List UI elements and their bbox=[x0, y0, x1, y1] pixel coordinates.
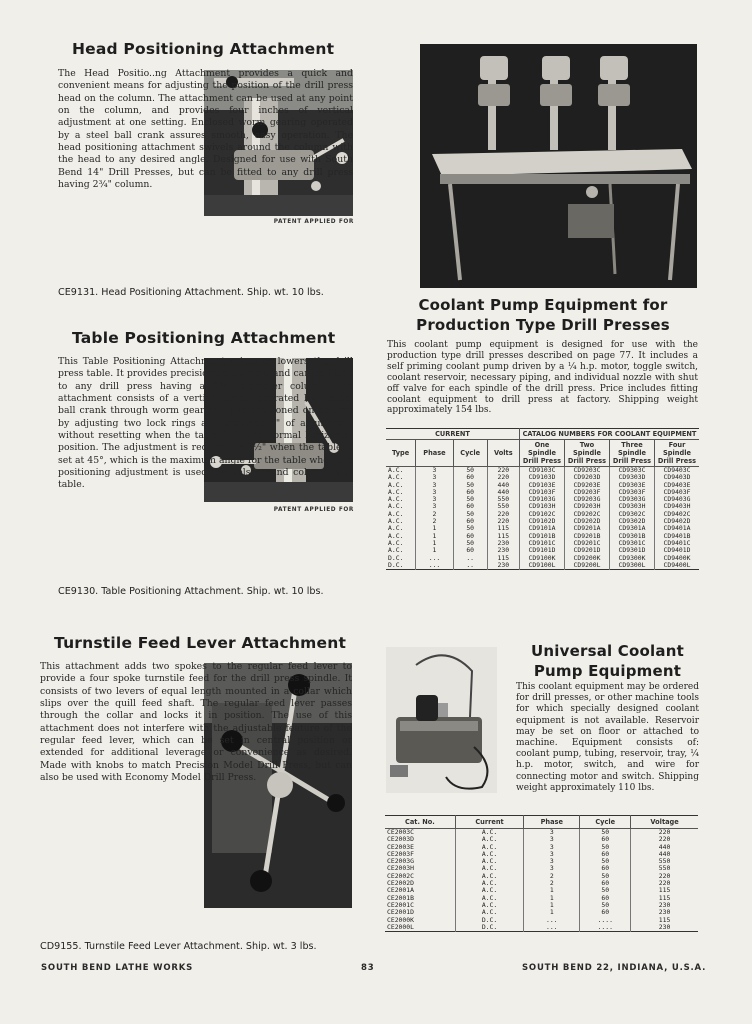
col-four-spindle: Four Spindle Drill Press bbox=[657, 441, 697, 465]
table-cell: CE2001A bbox=[385, 887, 455, 894]
table-cell: 3 bbox=[524, 865, 580, 872]
table-cell: CD9302D bbox=[610, 518, 655, 525]
table-cell: A.C. bbox=[386, 474, 416, 481]
table-cell: 50 bbox=[580, 887, 631, 894]
table-cell: CE2002C bbox=[385, 873, 455, 880]
table-cell: 60 bbox=[453, 533, 487, 540]
col-three-spindle: Three Spindle Drill Press bbox=[610, 440, 655, 467]
table-cell: 230 bbox=[658, 900, 671, 909]
table-cell: CD9403C bbox=[663, 466, 691, 474]
table-cell: 1 bbox=[416, 533, 453, 540]
table-cell: 60 bbox=[580, 909, 631, 916]
table-cell: D.C. bbox=[386, 555, 416, 562]
table-cell: CE2003C bbox=[385, 829, 455, 837]
turnstile-text: This attachment adds two spokes to the regular feed lever to provide a four spoke turnstile feed for the drill press spindle. It consists of two levers of equal length mounted in a collar which slips over the quill feed shaft. The regular feed lever passes through the collar and locks it in position. The use of this attachment does not interfere with the adjustable feature of the regular feed lever, which can be set in central position or extended for additional leverage or convenience as desired. Made with knobs to match Precision Model Drill Press, but can also be used with Economy Model Drill Press. bbox=[40, 661, 352, 784]
table-cell: 50 bbox=[453, 540, 487, 547]
table-cell: 115 bbox=[487, 533, 519, 540]
universal-table-wrap bbox=[385, 815, 698, 932]
table-cell: CD9301B bbox=[610, 533, 655, 540]
table-cell: CD9201B bbox=[565, 533, 610, 540]
table-cell: A.C. bbox=[386, 525, 416, 532]
table-cell: 1 bbox=[416, 540, 453, 547]
table-cell: CE2000L bbox=[385, 924, 455, 932]
head-positioning-description bbox=[58, 68, 353, 191]
universal-coolant-row bbox=[385, 909, 698, 916]
table-cell: ... bbox=[524, 917, 580, 924]
table-cell: 2 bbox=[416, 511, 453, 518]
table-cell: CD9403D bbox=[663, 473, 691, 482]
table-cell: 115 bbox=[658, 886, 671, 895]
table-cell: A.C. bbox=[386, 518, 416, 525]
universal-coolant-photo bbox=[386, 647, 497, 793]
table-cell: 3 bbox=[524, 858, 580, 865]
table-cell: A.C. bbox=[386, 533, 416, 540]
table-cell: 1 bbox=[416, 525, 453, 532]
universal-coolant-row bbox=[385, 844, 698, 851]
table-cell: 550 bbox=[658, 857, 671, 866]
table-cell: 1 bbox=[524, 895, 580, 902]
table-cell: 220 bbox=[487, 518, 519, 525]
table-cell: A.C. bbox=[455, 895, 523, 902]
table-cell: 3 bbox=[416, 482, 453, 489]
table-cell: CD9403F bbox=[663, 487, 691, 496]
table-cell: CE2001D bbox=[385, 909, 455, 916]
table-cell: CD9203H bbox=[565, 503, 610, 510]
table-positioning-text: This Table Positioning Attachment raises or lowers the drill press table. It provides precision adjustment and can be fitted to any drill press having a 2¾" diameter column. The attachment consists of a vertical screw operated by a steel ball crank through worm gearing. It is positioned on column by adjusting two lock rings and provides 4" of adjustment without resetting when the table is in the normal horizontal position. The adjustment is reduced to 3½" when the table is set at 45°, which is the maximum angle for the table when the positioning adjustment is used. Swivels around column with table. bbox=[58, 356, 353, 491]
table-cell: A.C. bbox=[386, 547, 416, 554]
table-cell: 3 bbox=[524, 844, 580, 851]
table-cell: CD9201C bbox=[565, 540, 610, 547]
table-cell: CD9102D bbox=[520, 518, 565, 525]
table-cell: CD9100L bbox=[520, 562, 565, 570]
table-cell: 230 bbox=[487, 562, 519, 570]
table-cell: CE2000K bbox=[385, 917, 455, 924]
table-cell: CD9200L bbox=[565, 562, 610, 570]
table-cell: CD9400L bbox=[663, 560, 691, 569]
table-cell: 60 bbox=[580, 851, 631, 858]
page-number: 83 bbox=[361, 963, 375, 973]
table-cell: A.C. bbox=[455, 858, 523, 865]
coolant-production-row bbox=[386, 562, 699, 570]
table-cell: CE2003D bbox=[385, 836, 455, 843]
table-cell: CD9303C bbox=[610, 467, 655, 475]
turnstile-title: Turnstile Feed Lever Attachment bbox=[54, 634, 347, 652]
table-cell: CE2001B bbox=[385, 895, 455, 902]
table-cell: CD9301A bbox=[610, 525, 655, 532]
table-cell: CD9103H bbox=[520, 503, 565, 510]
table-cell: A.C. bbox=[455, 902, 523, 909]
table-cell: 50 bbox=[580, 844, 631, 851]
universal-coolant-title-line1: Universal Coolant bbox=[531, 642, 684, 660]
table-cell: .. bbox=[453, 562, 487, 570]
universal-coolant-table bbox=[385, 815, 698, 932]
col-cat-no: Cat. No. bbox=[385, 816, 455, 829]
head-patent-label: PATENT APPLIED FOR bbox=[273, 219, 354, 225]
col-current: Current bbox=[455, 816, 523, 829]
universal-coolant-row bbox=[385, 887, 698, 894]
table-cell: CD9103D bbox=[520, 474, 565, 481]
table-cell: 220 bbox=[658, 828, 671, 836]
universal-coolant-row bbox=[385, 865, 698, 872]
coolant-production-table-body bbox=[386, 467, 699, 570]
table-cell: CD9300K bbox=[610, 555, 655, 562]
table-cell: 440 bbox=[487, 489, 519, 496]
table-cell: CD9301D bbox=[610, 547, 655, 554]
table-cell: 60 bbox=[453, 503, 487, 510]
universal-coolant-row bbox=[385, 851, 698, 858]
universal-coolant-row bbox=[385, 836, 698, 843]
table-cell: CD9102C bbox=[520, 511, 565, 518]
table-cell: CD9203E bbox=[565, 482, 610, 489]
table-cell: 1 bbox=[524, 902, 580, 909]
table-cell: 60 bbox=[453, 474, 487, 481]
universal-coolant-row bbox=[385, 917, 698, 924]
table-cell: CD9202D bbox=[565, 518, 610, 525]
table-cell: CE2003F bbox=[385, 851, 455, 858]
table-cell: 1 bbox=[524, 909, 580, 916]
table-cell: 220 bbox=[658, 835, 671, 844]
table-cell: 550 bbox=[658, 864, 671, 873]
footer-publisher: SOUTH BEND LATHE WORKS bbox=[41, 963, 194, 973]
table-cell: 50 bbox=[453, 511, 487, 518]
table-cell: 50 bbox=[453, 467, 487, 475]
table-cell: 3 bbox=[416, 489, 453, 496]
table-cell: CD9303D bbox=[610, 474, 655, 481]
coolant-production-table bbox=[386, 428, 699, 570]
table-cell: CD9402C bbox=[663, 509, 691, 518]
universal-coolant-row bbox=[385, 873, 698, 880]
table-cell: CD9100K bbox=[520, 555, 565, 562]
col-phase: Phase bbox=[416, 440, 453, 467]
table-cell: CD9101A bbox=[520, 525, 565, 532]
table-cell: A.C. bbox=[455, 873, 523, 880]
table-cell: CD9402D bbox=[663, 517, 691, 526]
table-cell: D.C. bbox=[455, 917, 523, 924]
table-cell: CD9302C bbox=[610, 511, 655, 518]
table-cell: 3 bbox=[416, 467, 453, 475]
col-cycle: Cycle bbox=[580, 816, 631, 829]
table-cell: A.C. bbox=[455, 880, 523, 887]
table-cell: CE2001C bbox=[385, 902, 455, 909]
table-cell: CD9303G bbox=[610, 496, 655, 503]
universal-coolant-row bbox=[385, 880, 698, 887]
table-cell: 220 bbox=[658, 871, 671, 880]
table-cell: CD9401A bbox=[663, 524, 691, 533]
table-cell: CD9203D bbox=[565, 474, 610, 481]
universal-coolant-table-body bbox=[385, 829, 698, 932]
table-cell: D.C. bbox=[455, 924, 523, 932]
table-cell: 3 bbox=[416, 503, 453, 510]
table-cell: CD9403H bbox=[663, 502, 691, 511]
col-phase: Phase bbox=[524, 816, 580, 829]
coolant-production-title-line2: Production Type Drill Presses bbox=[416, 316, 670, 334]
table-cell: 60 bbox=[453, 547, 487, 554]
table-cell: 3 bbox=[524, 851, 580, 858]
universal-coolant-title-line2: Pump Equipment bbox=[533, 662, 682, 680]
col-volts: Volts bbox=[487, 440, 519, 467]
table-cell: 50 bbox=[453, 496, 487, 503]
table-cell: 60 bbox=[453, 489, 487, 496]
table-cell: A.C. bbox=[455, 836, 523, 843]
table-cell: CD9101C bbox=[520, 540, 565, 547]
table-cell: A.C. bbox=[455, 909, 523, 916]
table-cell: CD9301C bbox=[610, 540, 655, 547]
table-cell: 60 bbox=[580, 836, 631, 843]
table-cell: 50 bbox=[580, 873, 631, 880]
table-cell: A.C. bbox=[455, 829, 523, 837]
table-cell: 3 bbox=[524, 836, 580, 843]
table-cell: 50 bbox=[580, 902, 631, 909]
universal-coolant-row bbox=[385, 858, 698, 865]
col-type: Type bbox=[386, 440, 416, 467]
table-cell: CD9203C bbox=[565, 467, 610, 475]
table-cell: 440 bbox=[658, 849, 671, 858]
table-cell: 220 bbox=[487, 474, 519, 481]
table-cell: CD9201A bbox=[565, 525, 610, 532]
table-cell: 440 bbox=[487, 482, 519, 489]
table-cell: 2 bbox=[524, 873, 580, 880]
col-cycle: Cycle bbox=[453, 440, 487, 467]
table-cell: CD9203G bbox=[565, 496, 610, 503]
coolant-pump-illustration bbox=[386, 647, 497, 793]
table-cell: CD9103E bbox=[520, 482, 565, 489]
table-cell: A.C. bbox=[386, 467, 416, 475]
table-cell: 50 bbox=[580, 829, 631, 837]
universal-coolant-row bbox=[385, 829, 698, 837]
table-cell: CD9400K bbox=[663, 553, 691, 562]
table-cell: CD9203F bbox=[565, 489, 610, 496]
group-current-header: CURRENT bbox=[386, 429, 520, 440]
universal-coolant-row bbox=[385, 902, 698, 909]
table-cell: 230 bbox=[487, 540, 519, 547]
table-patent-label: PATENT APPLIED FOR bbox=[273, 507, 354, 513]
table-cell: 60 bbox=[580, 880, 631, 887]
table-cell: CD9103G bbox=[520, 496, 565, 503]
table-cell: 220 bbox=[487, 511, 519, 518]
table-cell: 60 bbox=[453, 518, 487, 525]
table-cell: A.C. bbox=[386, 511, 416, 518]
table-cell: 50 bbox=[453, 525, 487, 532]
coolant-production-title-line1: Coolant Pump Equipment for bbox=[418, 296, 668, 314]
table-cell: 230 bbox=[658, 908, 671, 917]
coolant-production-description: This coolant pump equipment is designed for use with the production type drill presses described on page 77. It includes a self priming coolant pump driven by a ¼ h.p. motor, toggle switch, coolant reservoir, necessary piping, and individual nozzle with shut off valve for each spindle of the drill press. Price includes fitting coolant equipment to drill press at factory. Shipping weight approximately 154 lbs. bbox=[387, 340, 698, 416]
turnstile-description bbox=[40, 661, 352, 784]
table-cell: 115 bbox=[487, 525, 519, 532]
col-two-spindle: Two Spindle Drill Press bbox=[565, 440, 610, 467]
table-cell: A.C. bbox=[386, 503, 416, 510]
table-cell: ... bbox=[416, 555, 453, 562]
table-cell: ... bbox=[524, 924, 580, 932]
table-cell: 2 bbox=[524, 880, 580, 887]
table-cell: 220 bbox=[487, 467, 519, 475]
table-cell: CD9401D bbox=[663, 546, 691, 555]
table-cell: 220 bbox=[658, 879, 671, 888]
table-cell: 50 bbox=[580, 858, 631, 865]
table-cell: .... bbox=[580, 924, 631, 932]
table-cell: 3 bbox=[416, 496, 453, 503]
coolant-production-table-wrap bbox=[386, 428, 699, 570]
table-cell: 3 bbox=[416, 474, 453, 481]
table-cell: A.C. bbox=[455, 887, 523, 894]
table-cell: 115 bbox=[658, 915, 671, 924]
table-positioning-description bbox=[58, 356, 353, 492]
table-cell: CD9403E bbox=[663, 480, 691, 489]
table-cell: A.C. bbox=[386, 489, 416, 496]
table-positioning-caption: CE9130. Table Positioning Attachment. Ship. wt. 10 lbs. bbox=[58, 586, 324, 597]
head-positioning-caption: CE9131. Head Positioning Attachment. Ship. wt. 10 lbs. bbox=[58, 287, 324, 298]
table-cell: CE2002D bbox=[385, 880, 455, 887]
table-cell: CD9103F bbox=[520, 489, 565, 496]
table-cell: 3 bbox=[524, 829, 580, 837]
group-catalog-header: CATALOG NUMBERS FOR COOLANT EQUIPMENT bbox=[520, 429, 700, 440]
universal-coolant-row bbox=[385, 924, 698, 932]
table-cell: CD9200K bbox=[565, 555, 610, 562]
head-positioning-text: The Head Positio..ng Attachment provides a quick and convenient means for adjusting the position of the drill press head on the column. The attachment can be used at any point on the column, and provides four inches of vertical adjustment at one setting. Enclosed worm gearing operated by a steel ball crank assures smooth, easy operation. The head positioning attachment swivels around the column with the head to any desired angle. Designed for use with South Bend 14" Drill Presses, but can be fitted to any drill press having 2¾" column. bbox=[58, 68, 353, 191]
table-cell: CD9303H bbox=[610, 503, 655, 510]
table-cell: 50 bbox=[453, 482, 487, 489]
table-cell: 115 bbox=[487, 555, 519, 562]
table-cell: 115 bbox=[658, 893, 671, 902]
table-cell: 550 bbox=[487, 496, 519, 503]
table-cell: CD9303F bbox=[610, 489, 655, 496]
table-cell: A.C. bbox=[386, 540, 416, 547]
table-cell: 60 bbox=[580, 865, 631, 872]
table-cell: CE2003H bbox=[385, 865, 455, 872]
universal-coolant-description: This coolant equipment may be ordered for drill presses, or other machine tools for which specially designed coolant equipment is not available. Reservoir may be set on floor or attached to machine. Equipment consists of: coolant pump, tubing, reservoir, tray, ¼ h.p. motor, switch, and wire for connecting motor and switch. Shipping weight approximately 110 lbs. bbox=[516, 682, 699, 793]
table-cell: CD9101D bbox=[520, 547, 565, 554]
table-cell: A.C. bbox=[386, 496, 416, 503]
production-drill-press-photo bbox=[420, 44, 697, 288]
table-cell: CD9300L bbox=[610, 562, 655, 570]
table-cell: 440 bbox=[658, 842, 671, 851]
table-cell: 1 bbox=[416, 547, 453, 554]
table-cell: CD9101B bbox=[520, 533, 565, 540]
table-cell: CD9201D bbox=[565, 547, 610, 554]
footer-address: SOUTH BEND 22, INDIANA, U.S.A. bbox=[522, 963, 707, 973]
table-cell: D.C. bbox=[386, 562, 416, 570]
table-cell: ... bbox=[416, 562, 453, 570]
col-voltage: Voltage bbox=[650, 818, 679, 826]
table-cell: 230 bbox=[658, 922, 671, 931]
col-one-spindle: One Spindle Drill Press bbox=[520, 440, 565, 467]
table-cell: A.C. bbox=[455, 844, 523, 851]
table-cell: 60 bbox=[580, 895, 631, 902]
table-cell: CE2003E bbox=[385, 844, 455, 851]
coolant-production-title bbox=[385, 295, 701, 335]
turnstile-caption: CD9155. Turnstile Feed Lever Attachment. Ship. wt. 3 lbs. bbox=[40, 941, 317, 952]
drill-press-illustration bbox=[420, 44, 697, 288]
table-cell: A.C. bbox=[386, 482, 416, 489]
head-positioning-title: Head Positioning Attachment bbox=[72, 40, 335, 58]
table-positioning-title: Table Positioning Attachment bbox=[72, 329, 336, 347]
table-cell: CD9303E bbox=[610, 482, 655, 489]
table-cell: CD9401B bbox=[663, 531, 691, 540]
table-cell: 2 bbox=[416, 518, 453, 525]
table-cell: .... bbox=[580, 917, 631, 924]
table-cell: 230 bbox=[487, 547, 519, 554]
table-cell: A.C. bbox=[455, 865, 523, 872]
table-cell: CD9103C bbox=[520, 467, 565, 475]
universal-coolant-row bbox=[385, 895, 698, 902]
table-cell: 550 bbox=[487, 503, 519, 510]
table-cell: .. bbox=[453, 555, 487, 562]
table-cell: CE2003G bbox=[385, 858, 455, 865]
table-cell: CD9202C bbox=[565, 511, 610, 518]
table-cell: A.C. bbox=[455, 851, 523, 858]
table-cell: CD9403G bbox=[663, 495, 691, 504]
universal-coolant-title bbox=[510, 641, 705, 681]
table-cell: CD9401C bbox=[663, 538, 691, 547]
table-cell: 1 bbox=[524, 887, 580, 894]
